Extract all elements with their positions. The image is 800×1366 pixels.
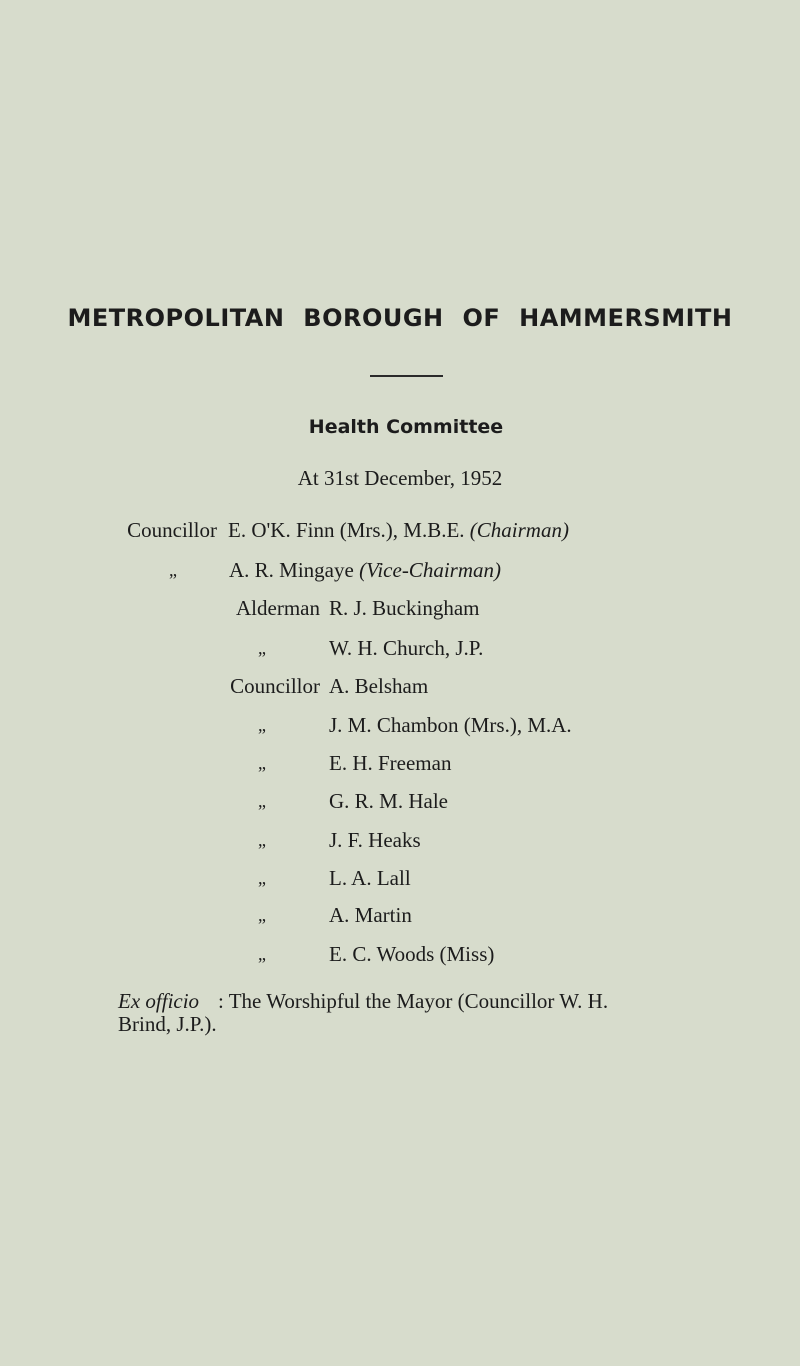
member-row — [0, 862, 800, 894]
member-row — [0, 709, 800, 741]
member-name: E. O'K. Finn (Mrs.), M.B.E. — [228, 518, 470, 542]
member-name: R. J. Buckingham — [329, 596, 480, 620]
member-name: J. F. Heaks — [329, 828, 421, 852]
divider-rule — [370, 375, 443, 377]
member-row — [0, 514, 800, 546]
committee-title: Health Committee — [308, 416, 504, 438]
page-heading: METROPOLITAN BOROUGH OF HAMMERSMITH — [67, 304, 733, 332]
ditto-mark: „ — [258, 944, 266, 964]
member-name: E. C. Woods (Miss) — [329, 942, 495, 966]
member-row — [0, 670, 800, 702]
member-title: Alderman — [236, 596, 320, 620]
member-title: Councillor — [127, 518, 217, 542]
member-row — [0, 592, 800, 624]
member-title: Councillor — [230, 674, 320, 698]
member-name: E. H. Freeman — [329, 751, 452, 775]
member-row — [0, 938, 800, 970]
ditto-mark: „ — [258, 868, 266, 888]
member-role: (Vice-Chairman) — [359, 558, 501, 582]
ditto-mark: „ — [258, 638, 266, 658]
ditto-mark: „ — [169, 560, 177, 580]
member-row — [0, 824, 800, 856]
member-name: W. H. Church, J.P. — [329, 636, 484, 660]
member-name: A. R. Mingaye — [229, 558, 360, 582]
ditto-mark: „ — [258, 791, 266, 811]
member-role: (Chairman) — [469, 518, 569, 542]
member-name: J. M. Chambon (Mrs.), M.A. — [329, 713, 572, 737]
member-name: A. Martin — [329, 903, 412, 927]
date-line: At 31st December, 1952 — [297, 466, 503, 490]
member-row — [0, 899, 800, 931]
ditto-mark: „ — [258, 753, 266, 773]
member-row — [0, 747, 800, 779]
member-row — [0, 785, 800, 817]
ex-officio-label: Ex officio — [118, 989, 200, 1013]
ex-officio-text: : The Worshipful the Mayor (Councillor W. H. — [218, 989, 609, 1013]
ditto-mark: „ — [258, 830, 266, 850]
ditto-mark: „ — [258, 715, 266, 735]
ex-officio-text-continued: Brind, J.P.). — [118, 1012, 217, 1036]
member-name: L. A. Lall — [329, 866, 411, 890]
ditto-mark: „ — [258, 905, 266, 925]
member-row — [0, 632, 800, 664]
member-name: G. R. M. Hale — [329, 789, 448, 813]
member-name: A. Belsham — [329, 674, 429, 698]
member-row — [0, 554, 800, 586]
